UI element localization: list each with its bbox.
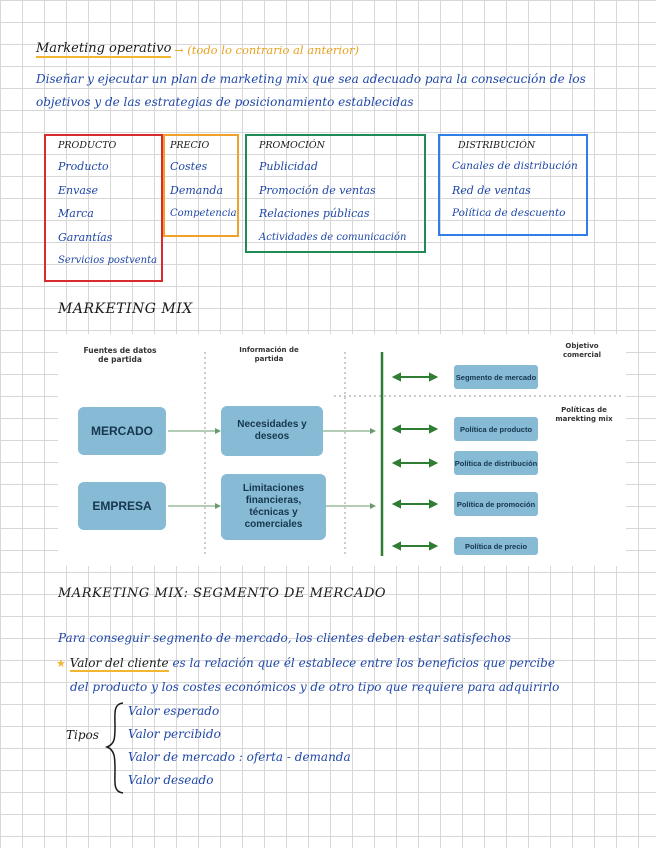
intro-paragraph <box>36 68 586 114</box>
valor-line-3: del producto y los costes económicos y de otro tipo que requiere para adquirirlo <box>70 680 560 694</box>
section-title-marketing-operativo: Marketing operativo <box>36 41 172 56</box>
box-promocion-item: Actividades de comunicación <box>259 231 407 243</box>
box-distribucion <box>438 134 588 236</box>
brace-icon <box>103 700 127 796</box>
box-precio-item: Costes <box>170 160 208 173</box>
box-promocion-header: PROMOCIÓN <box>259 140 325 151</box>
tipo-item: Valor percibido <box>128 727 221 741</box>
box-producto <box>44 134 163 282</box>
box-producto-header: PRODUCTO <box>58 140 117 151</box>
box-precio-item: Competencia <box>170 208 237 219</box>
box-promocion <box>245 134 426 253</box>
box-precio-item: Demanda <box>170 183 224 197</box>
valor-line <box>56 656 555 670</box>
valor-line-rest: es la relación que él establece entre los beneficios que percibe <box>172 656 555 670</box>
node-limitaciones: Limitaciones financieras, técnicas y comerciales <box>221 474 326 540</box>
output-politica-promocion: Política de promoción <box>454 492 538 516</box>
box-promocion-item: Relaciones públicas <box>259 207 370 220</box>
star-icon: ★ <box>56 657 66 670</box>
box-precio <box>163 134 239 237</box>
tipo-item: Valor de mercado : oferta - demanda <box>128 750 351 764</box>
intro-line-1: Diseñar y ejecutar un plan de marketing mix que sea adecuado para la consecución de los <box>36 72 586 86</box>
output-politica-precio: Política de precio <box>454 537 538 555</box>
tipo-item: Valor esperado <box>128 704 220 718</box>
box-distribucion-item: Política de descuento <box>452 207 566 219</box>
output-politica-distribucion: Política de distribución <box>454 451 538 475</box>
box-precio-header: PRECIO <box>170 140 210 151</box>
box-distribucion-header: DISTRIBUCIÓN <box>458 140 536 151</box>
output-politica-producto: Política de producto <box>454 417 538 441</box>
diagram-politicas-label: Políticas de marekting mix <box>555 406 613 423</box>
box-distribucion-item: Canales de distribución <box>452 160 578 172</box>
box-promocion-item: Promoción de ventas <box>259 183 376 197</box>
node-mercado: MERCADO <box>78 407 166 455</box>
valor-cliente-label: Valor del cliente <box>69 656 169 670</box>
title-note: → (todo lo contrario al anterior) <box>174 43 359 57</box>
segmento-line-1: Para conseguir segmento de mercado, los clientes deben estar satisfechos <box>58 631 511 645</box>
diagram-col3-label: Objetivo comercial <box>562 342 602 359</box>
box-producto-item: Marca <box>58 207 94 220</box>
tipo-item: Valor deseado <box>128 773 214 787</box>
diagram-col2-label: Información de partida <box>239 346 299 363</box>
box-producto-item: Producto <box>58 160 109 173</box>
section-title-segmento: MARKETING MIX: SEGMENTO DE MERCADO <box>58 586 387 601</box>
box-producto-item: Garantías <box>58 230 113 244</box>
marketing-mix-diagram <box>58 334 626 566</box>
intro-line-2: objetivos y de las estrategias de posicionamiento establecidas <box>36 95 414 109</box>
diagram-col1-label: Fuentes de datos de partida <box>83 346 157 364</box>
box-producto-item: Servicios postventa <box>58 255 158 266</box>
box-distribucion-item: Red de ventas <box>452 183 531 197</box>
tipos-label: Tipos <box>66 728 99 742</box>
output-segmento-mercado: Segmento de mercado <box>454 365 538 389</box>
section-title-marketing-mix: MARKETING MIX <box>58 301 193 317</box>
node-necesidades: Necesidades y deseos <box>221 406 323 456</box>
node-empresa: EMPRESA <box>78 482 166 530</box>
box-producto-item: Envase <box>58 183 99 197</box>
box-promocion-item: Publicidad <box>259 160 318 173</box>
